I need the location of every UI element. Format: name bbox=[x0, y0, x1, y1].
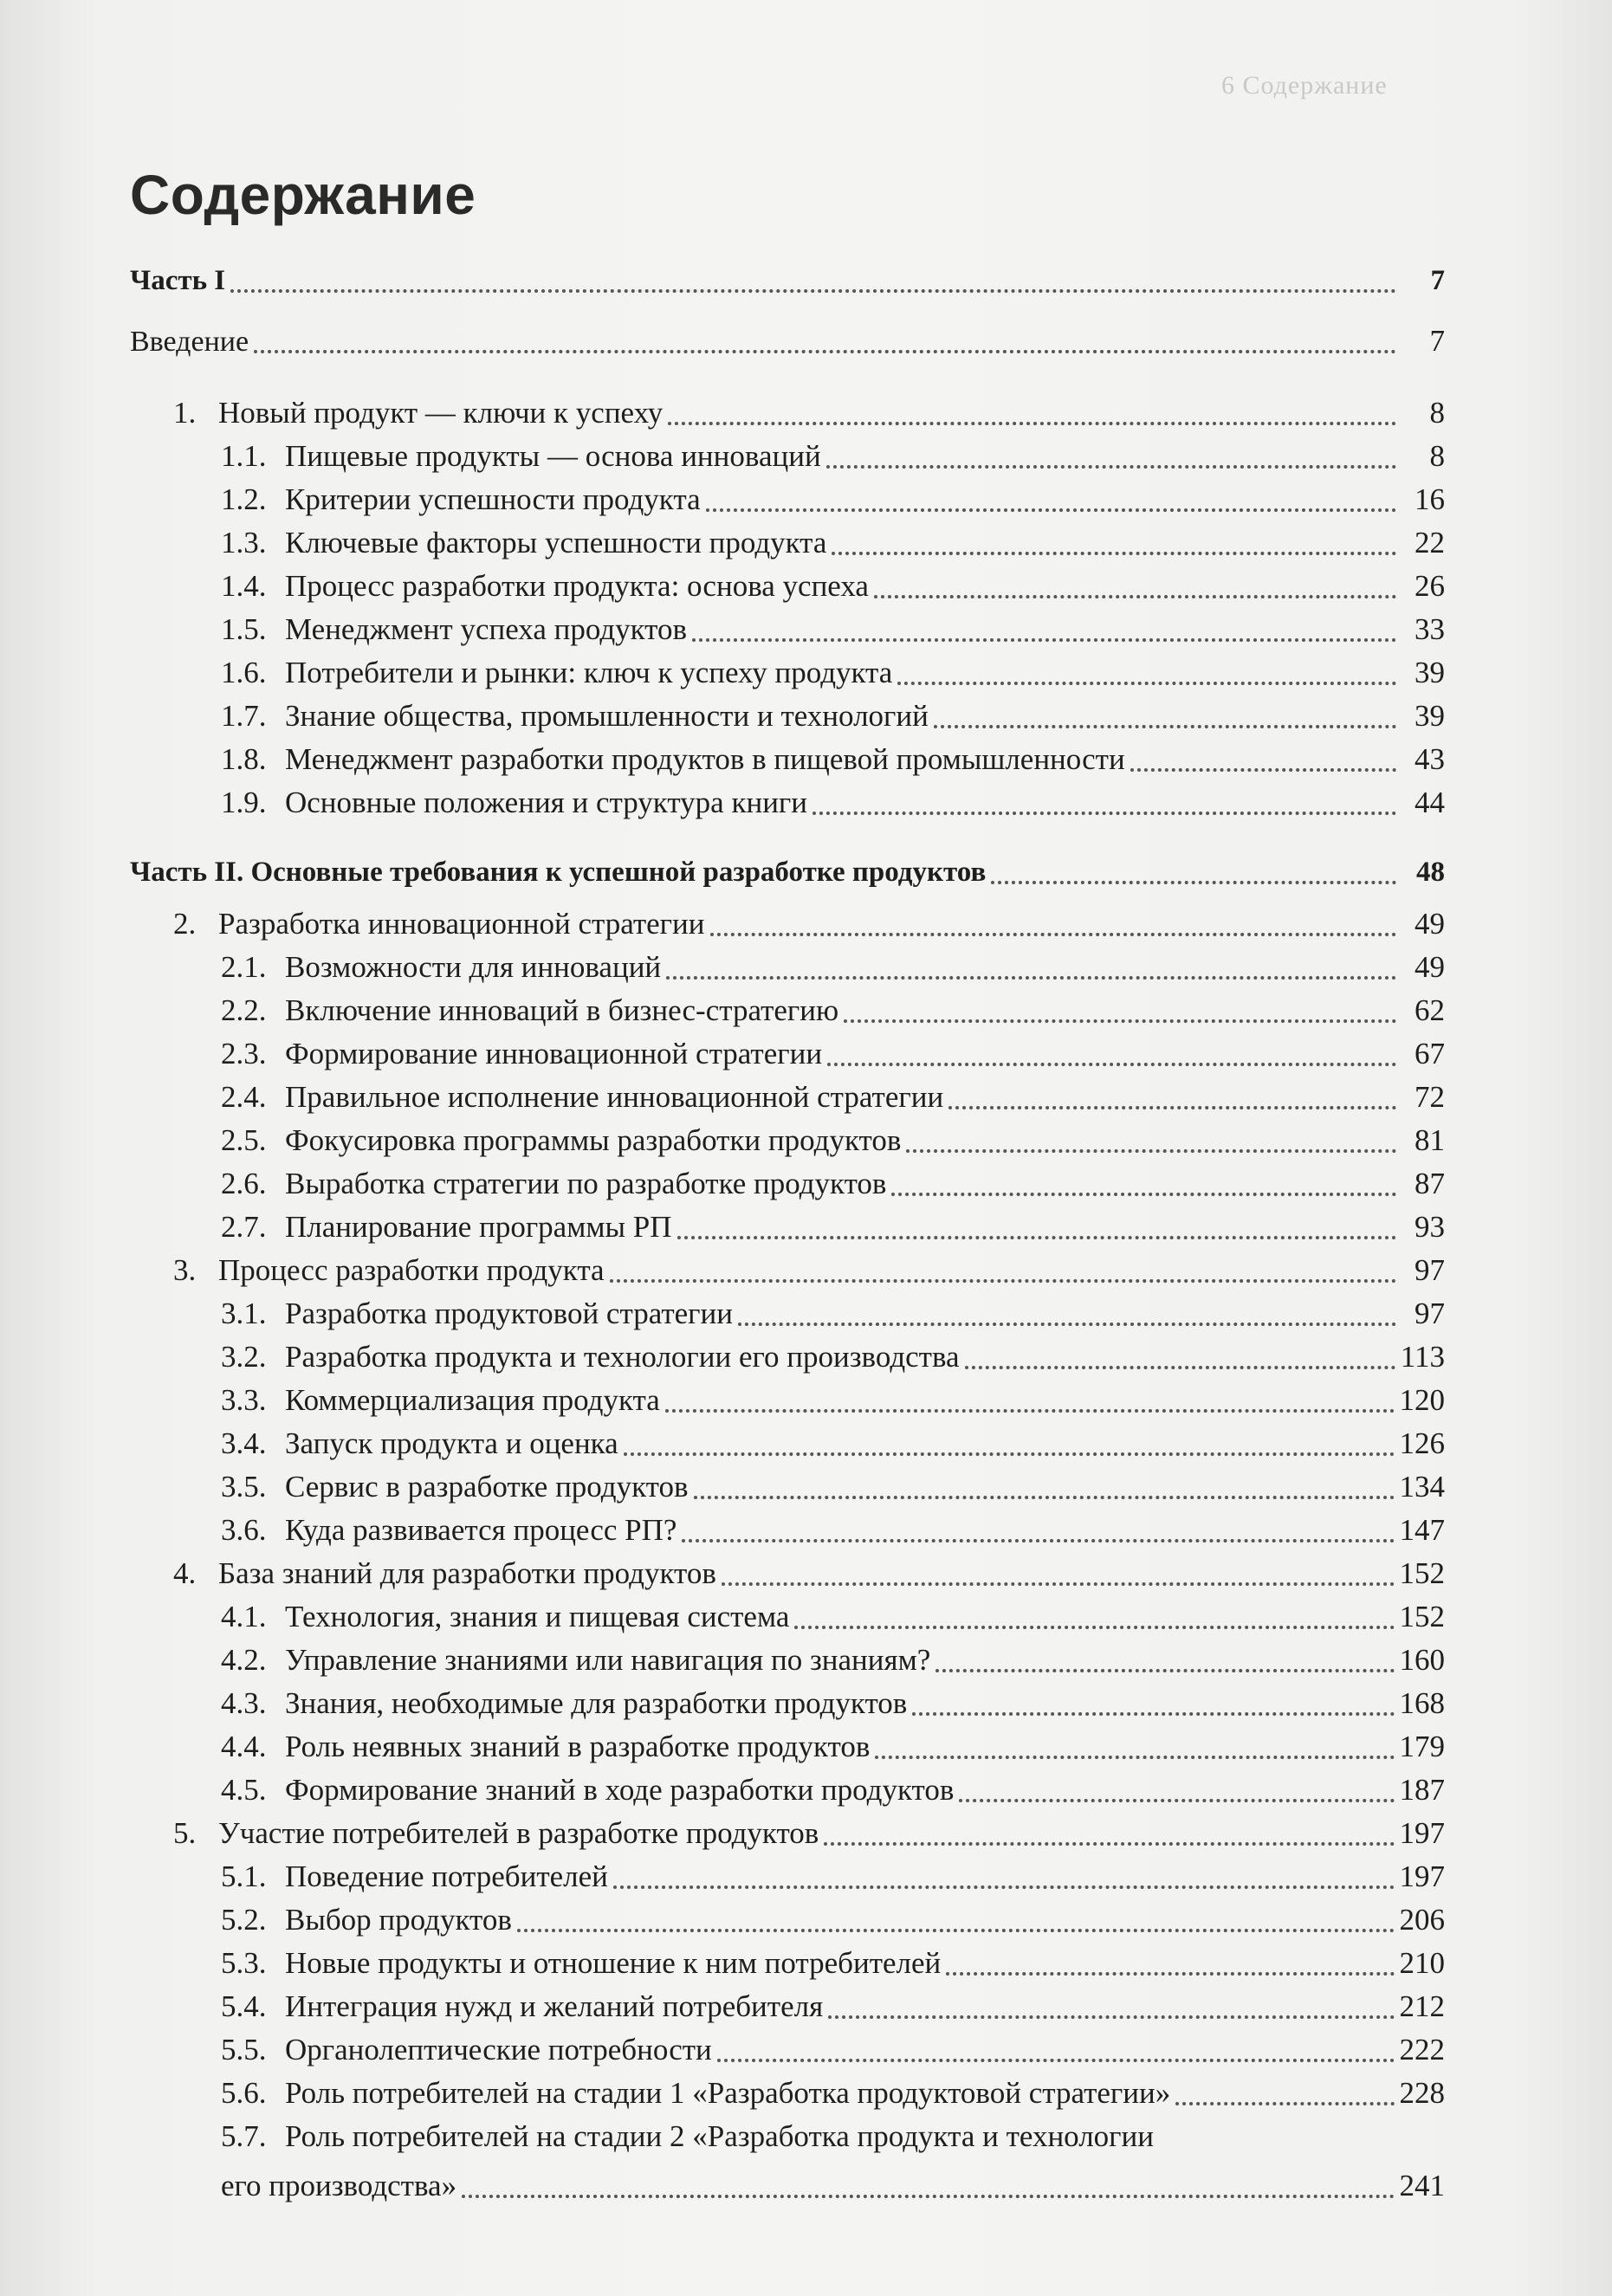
toc-entry-number: 4.5. bbox=[221, 1773, 267, 1807]
toc-entry-title: его производства» bbox=[221, 2169, 457, 2202]
toc-entry-number: 2.7. bbox=[221, 1210, 267, 1244]
toc-entry-page-number: 168 bbox=[1399, 1686, 1445, 1720]
toc-entry-page-number: 16 bbox=[1415, 482, 1445, 516]
toc-entry-part bbox=[130, 260, 1445, 301]
toc-entry-title: Роль потребителей на стадии 2 «Разработка продукта и технологии bbox=[285, 2119, 1155, 2153]
toc-entry-title: Коммерциализация продукта bbox=[285, 1383, 660, 1417]
toc-entry-number: 5.3. bbox=[221, 1946, 267, 1980]
toc-entry-title: Новый продукт — ключи к успеху bbox=[218, 396, 664, 430]
toc-entry-title: Знания, необходимые для разработки продуктов bbox=[285, 1686, 908, 1720]
toc-entry-title: Критерии успешности продукта bbox=[285, 482, 701, 516]
toc-entry-section bbox=[221, 990, 1445, 1032]
toc-entry-page-number: 49 bbox=[1415, 950, 1445, 984]
toc-entry-title: Потребители и рынки: ключ к успеху продукта bbox=[285, 656, 893, 689]
toc-entry-title: Правильное исполнение инновационной стратегии bbox=[285, 1080, 944, 1114]
dot-leader bbox=[844, 1019, 1396, 1023]
toc-entry-number: 5.6. bbox=[221, 2076, 267, 2110]
toc-entry-page-number: 228 bbox=[1399, 2076, 1445, 2110]
toc-entry-page-number: 81 bbox=[1415, 1123, 1445, 1157]
dot-leader bbox=[906, 1149, 1396, 1153]
dot-leader bbox=[897, 682, 1396, 685]
toc-entry-title: Роль неявных знаний в разработке продуктов bbox=[285, 1730, 871, 1763]
toc-entry-title: Пищевые продукты — основа инноваций bbox=[285, 439, 821, 473]
toc-entry-number: 3.1. bbox=[221, 1297, 267, 1330]
toc-entry-number: 2.4. bbox=[221, 1080, 267, 1114]
toc-entry-title: Управление знаниями или навигация по знаниям? bbox=[285, 1643, 931, 1677]
toc-entry-title: Технология, знания и пищевая система bbox=[285, 1600, 790, 1633]
toc-entry-title: Знание общества, промышленности и технологий bbox=[285, 699, 929, 733]
toc-entry-title: Включение инноваций в бизнес-стратегию bbox=[285, 993, 839, 1027]
dot-leader bbox=[666, 976, 1396, 980]
dot-leader bbox=[1175, 2102, 1394, 2105]
toc-entry-page-number: 147 bbox=[1399, 1513, 1445, 1547]
toc-entry-number: 1.4. bbox=[221, 569, 267, 603]
bleed-through-text-top: 6 Содержание bbox=[1221, 71, 1388, 100]
toc-entry-title: Сервис в разработке продуктов bbox=[285, 1470, 689, 1504]
toc-entry-number: 2. bbox=[173, 907, 197, 941]
dot-leader bbox=[912, 1712, 1394, 1716]
toc-entry-section bbox=[221, 1596, 1445, 1638]
toc-entry-number: 1.2. bbox=[221, 482, 267, 516]
toc-entry-page-number: 33 bbox=[1415, 612, 1445, 646]
toc-entry-title: Ключевые факторы успешности продукта bbox=[285, 526, 827, 559]
toc-entry-number: 1.6. bbox=[221, 656, 267, 689]
toc-entry-number: 5.5. bbox=[221, 2033, 267, 2066]
toc-entry-page-number: 152 bbox=[1399, 1556, 1445, 1590]
toc-entry-title: Разработка инновационной стратегии bbox=[218, 907, 705, 941]
toc-entry-section bbox=[221, 947, 1445, 988]
dot-leader bbox=[875, 1756, 1394, 1759]
dot-leader bbox=[991, 881, 1396, 884]
toc-entry-section bbox=[221, 1986, 1445, 2028]
dot-leader bbox=[254, 350, 1396, 353]
toc-entry-number: 1.9. bbox=[221, 786, 267, 819]
toc-entry-section bbox=[221, 1899, 1445, 1941]
dot-leader bbox=[946, 1972, 1394, 1976]
toc-entry-chapter bbox=[173, 1250, 1445, 1291]
toc-entry-number: 2.6. bbox=[221, 1167, 267, 1200]
dot-leader bbox=[827, 1063, 1396, 1066]
toc-entry-page-number: 93 bbox=[1415, 1210, 1445, 1244]
dot-leader bbox=[948, 1106, 1396, 1109]
toc-entry-title: Планирование программы РП bbox=[285, 1210, 672, 1244]
toc-entry-title: Процесс разработки продукта: основа успеха bbox=[285, 569, 869, 603]
toc-entry-part bbox=[130, 851, 1445, 893]
toc-entry-number: 5.2. bbox=[221, 1903, 267, 1937]
toc-entry-title: Возможности для инноваций bbox=[285, 950, 662, 984]
toc-entry-number: 2.3. bbox=[221, 1037, 267, 1070]
toc-entry-section bbox=[221, 1293, 1445, 1335]
toc-entry-number: 5.4. bbox=[221, 1989, 267, 2023]
toc-entry-section bbox=[221, 1120, 1445, 1161]
toc-entry-title: Разработка продуктовой стратегии bbox=[285, 1297, 733, 1330]
toc-entry-number: 3.2. bbox=[221, 1340, 267, 1374]
toc-entry-section bbox=[221, 1466, 1445, 1508]
dot-leader bbox=[694, 1496, 1395, 1499]
toc-entry-page-number: 241 bbox=[1399, 2169, 1445, 2202]
dot-leader bbox=[935, 1669, 1394, 1672]
toc-entry-title: Введение bbox=[130, 326, 249, 358]
toc-entry-title: Разработка продукта и технологии его производства bbox=[285, 1340, 960, 1374]
dot-leader bbox=[1130, 768, 1396, 772]
toc-entry-section bbox=[221, 1033, 1445, 1075]
toc-entry-page-number: 222 bbox=[1399, 2033, 1445, 2066]
toc-entry-page-number: 212 bbox=[1399, 1989, 1445, 2023]
toc-entry-page-number: 210 bbox=[1399, 1946, 1445, 1980]
dot-leader bbox=[517, 1929, 1395, 1932]
toc-entry-chapter bbox=[173, 1553, 1445, 1594]
toc-entry-number: 1.8. bbox=[221, 742, 267, 776]
toc-entry-number: 1.7. bbox=[221, 699, 267, 733]
toc-entry-section bbox=[221, 2029, 1445, 2071]
toc-entry-section bbox=[221, 1683, 1445, 1724]
dot-leader bbox=[706, 508, 1396, 512]
toc-entry-continuation bbox=[221, 2165, 1445, 2207]
dot-leader bbox=[891, 1193, 1396, 1196]
dot-leader bbox=[462, 2195, 1394, 2198]
toc-entry-page-number: 152 bbox=[1399, 1600, 1445, 1633]
dot-leader bbox=[934, 725, 1396, 728]
toc-entry-section bbox=[221, 2116, 1445, 2157]
toc-entry-page-number: 197 bbox=[1399, 1859, 1445, 1893]
toc-entry-section bbox=[221, 1423, 1445, 1465]
toc-entry-title: Часть I bbox=[130, 265, 226, 296]
toc-entry-page-number: 44 bbox=[1415, 786, 1445, 819]
toc-entry-page-number: 8 bbox=[1429, 439, 1445, 473]
toc-entry-section bbox=[221, 1380, 1445, 1421]
toc-entry-number: 1.3. bbox=[221, 526, 267, 559]
dot-leader bbox=[230, 289, 1396, 293]
toc-entry-number: 3.3. bbox=[221, 1383, 267, 1417]
toc-entry-number: 2.5. bbox=[221, 1123, 267, 1157]
toc-entry-page-number: 97 bbox=[1415, 1253, 1445, 1287]
toc-entry-section bbox=[221, 782, 1445, 824]
toc-entry-title: Новые продукты и отношение к ним потребителей bbox=[285, 1946, 942, 1980]
dot-leader bbox=[624, 1452, 1395, 1456]
toc-entry-page-number: 197 bbox=[1399, 1816, 1445, 1850]
toc-entry-page-number: 187 bbox=[1399, 1773, 1445, 1807]
dot-leader bbox=[665, 1409, 1395, 1413]
dot-leader bbox=[824, 1842, 1394, 1846]
dot-leader bbox=[668, 422, 1396, 425]
toc-entry-chapter bbox=[173, 392, 1445, 434]
toc-entry-title: Роль потребителей на стадии 1 «Разработка продуктовой стратегии» bbox=[285, 2076, 1171, 2110]
dot-leader bbox=[677, 1236, 1396, 1239]
toc-entry-number: 5.1. bbox=[221, 1859, 267, 1893]
toc-entry-section bbox=[221, 436, 1445, 477]
toc-entry-title: Участие потребителей в разработке продуктов bbox=[218, 1816, 819, 1850]
toc-entry-title: Менеджмент разработки продуктов в пищевой промышленности bbox=[285, 742, 1125, 776]
dot-leader bbox=[874, 595, 1396, 598]
toc-entry-title: Куда развивается процесс РП? bbox=[285, 1513, 677, 1547]
toc-entry-section bbox=[221, 739, 1445, 780]
dot-leader bbox=[710, 933, 1397, 936]
toc-entry-intro bbox=[130, 320, 1445, 362]
toc-entry-page-number: 49 bbox=[1415, 907, 1445, 941]
toc-entry-title: Часть II. Основные требования к успешной разработке продуктов bbox=[130, 857, 987, 888]
toc-entry-page-number: 48 bbox=[1416, 857, 1445, 888]
toc-entry-number: 5.7. bbox=[221, 2119, 267, 2153]
toc-entry-chapter bbox=[173, 903, 1445, 945]
dot-leader bbox=[965, 1366, 1395, 1369]
toc-entry-number: 4.3. bbox=[221, 1686, 267, 1720]
toc-entry-section bbox=[221, 1077, 1445, 1118]
toc-entry-page-number: 39 bbox=[1415, 656, 1445, 689]
toc-entry-title: Формирование инновационной стратегии bbox=[285, 1037, 823, 1070]
toc-entry-page-number: 22 bbox=[1415, 526, 1445, 559]
toc-entry-page-number: 67 bbox=[1415, 1037, 1445, 1070]
toc-entry-page-number: 72 bbox=[1415, 1080, 1445, 1114]
toc-entry-number: 1. bbox=[173, 396, 197, 430]
toc-entry-page-number: 206 bbox=[1399, 1903, 1445, 1937]
toc-entry-page-number: 26 bbox=[1415, 569, 1445, 603]
toc-entry-page-number: 160 bbox=[1399, 1643, 1445, 1677]
toc-entry-number: 1.5. bbox=[221, 612, 267, 646]
toc-entry-section bbox=[221, 609, 1445, 650]
dot-leader bbox=[722, 1582, 1395, 1586]
toc-entry-title: База знаний для разработки продуктов bbox=[218, 1556, 716, 1590]
dot-leader bbox=[717, 2059, 1395, 2062]
toc-entry-section bbox=[221, 479, 1445, 521]
toc-entry-page-number: 97 bbox=[1415, 1297, 1445, 1330]
toc-entry-title: Выработка стратегии по разработке продуктов bbox=[285, 1167, 887, 1200]
dot-leader bbox=[613, 1885, 1395, 1889]
toc-entry-number: 3. bbox=[173, 1253, 197, 1287]
toc-entry-number: 4. bbox=[173, 1556, 197, 1590]
dot-leader bbox=[682, 1539, 1394, 1543]
toc-entry-page-number: 87 bbox=[1415, 1167, 1445, 1200]
toc-entry-page-number: 134 bbox=[1399, 1470, 1445, 1504]
toc-entry-title: Фокусировка программы разработки продуктов bbox=[285, 1123, 902, 1157]
toc-entry-section bbox=[221, 1769, 1445, 1811]
dot-leader bbox=[828, 2015, 1394, 2019]
toc-entry-title: Органолептические потребности bbox=[285, 2033, 712, 2066]
toc-entry-chapter bbox=[173, 1813, 1445, 1854]
toc-entry-number: 4.2. bbox=[221, 1643, 267, 1677]
dot-leader bbox=[794, 1626, 1394, 1629]
toc-entry-title: Основные положения и структура книги bbox=[285, 786, 808, 819]
toc-entry-title: Интеграция нужд и желаний потребителя bbox=[285, 1989, 824, 2023]
toc-entry-section bbox=[221, 695, 1445, 737]
dot-leader bbox=[959, 1799, 1394, 1802]
toc-entry-page-number: 62 bbox=[1415, 993, 1445, 1027]
toc-entry-number: 2.2. bbox=[221, 993, 267, 1027]
toc-entry-section bbox=[221, 652, 1445, 694]
toc-entry-title: Поведение потребителей bbox=[285, 1859, 608, 1893]
toc-entry-page-number: 8 bbox=[1429, 396, 1445, 430]
dot-leader bbox=[812, 812, 1396, 815]
toc-entry-number: 5. bbox=[173, 1816, 197, 1850]
toc-entry-page-number: 113 bbox=[1400, 1340, 1445, 1374]
toc-entry-number: 4.1. bbox=[221, 1600, 267, 1633]
toc-entry-title: Процесс разработки продукта bbox=[218, 1253, 605, 1287]
toc-entry-section bbox=[221, 2073, 1445, 2114]
toc-entry-page-number: 43 bbox=[1415, 742, 1445, 776]
toc-entry-page-number: 179 bbox=[1399, 1730, 1445, 1763]
dot-leader bbox=[738, 1323, 1396, 1326]
dot-leader bbox=[832, 552, 1396, 555]
dot-leader bbox=[826, 465, 1396, 469]
toc-entry-title: Менеджмент успеха продуктов bbox=[285, 612, 688, 646]
toc-entry-page-number: 39 bbox=[1415, 699, 1445, 733]
toc-entry-page-number: 120 bbox=[1399, 1383, 1445, 1417]
toc-entry-section bbox=[221, 1206, 1445, 1248]
toc-entry-section bbox=[221, 1510, 1445, 1551]
toc-entry-title: Запуск продукта и оценка bbox=[285, 1426, 618, 1460]
dot-leader bbox=[610, 1279, 1396, 1283]
dot-leader bbox=[692, 638, 1396, 642]
toc-entry-section bbox=[221, 1163, 1445, 1205]
toc-entry-title: Выбор продуктов bbox=[285, 1903, 512, 1937]
toc-entry-page-number: 7 bbox=[1429, 324, 1445, 358]
toc-entry-number: 3.5. bbox=[221, 1470, 267, 1504]
toc-entry-section bbox=[221, 1856, 1445, 1898]
page-title: Содержание bbox=[130, 164, 476, 226]
toc-entry-page-number: 126 bbox=[1399, 1426, 1445, 1460]
toc-entry-title: Формирование знаний в ходе разработки продуктов bbox=[285, 1773, 955, 1807]
toc-entry-number: 3.6. bbox=[221, 1513, 267, 1547]
toc-entry-section bbox=[221, 566, 1445, 607]
toc-entry-page-number: 7 bbox=[1430, 265, 1445, 296]
toc-entry-section bbox=[221, 1726, 1445, 1768]
toc-entry-number: 2.1. bbox=[221, 950, 267, 984]
toc-entry-number: 1.1. bbox=[221, 439, 267, 473]
toc-entry-section bbox=[221, 1336, 1445, 1378]
toc-entry-section bbox=[221, 1943, 1445, 1984]
toc-entry-number: 4.4. bbox=[221, 1730, 267, 1763]
toc-entry-section bbox=[221, 1640, 1445, 1681]
toc-entry-number: 3.4. bbox=[221, 1426, 267, 1460]
toc-entry-section bbox=[221, 522, 1445, 564]
